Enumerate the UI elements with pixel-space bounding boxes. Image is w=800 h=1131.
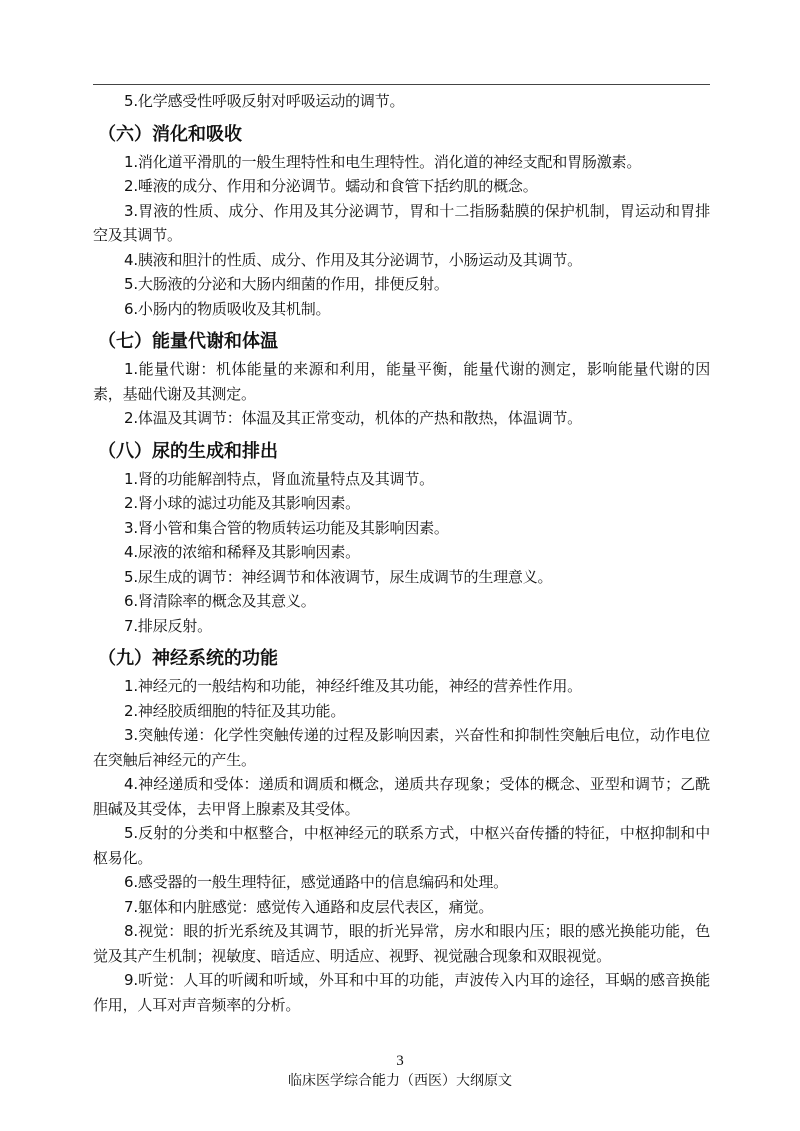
list-item: 1.肾的功能解剖特点，肾血流量特点及其调节。 — [124, 469, 434, 488]
section-heading: （六）消化和吸收 — [98, 123, 242, 145]
list-item: 1.神经元的一般结构和功能，神经纤维及其功能，神经的营养性作用。 — [124, 677, 582, 695]
page-number: 3 — [396, 1053, 404, 1069]
list-item: 9.听觉：人耳的听阈和听域，外耳和中耳的功能，声波传入内耳的途径，耳蜗的感音换能作用，人耳对声音频率的分析。 — [93, 971, 710, 1014]
header-rule — [93, 84, 710, 85]
list-item: 1.能量代谢：机体能量的来源和利用，能量平衡，能量代谢的测定，影响能量代谢的因素，基础代谢及其测定。 — [93, 360, 710, 403]
footer-title: 临床医学综合能力（西医）大纲原文 — [288, 1073, 512, 1089]
list-item: 2.神经胶质细胞的特征及其功能。 — [124, 701, 346, 720]
list-item: 5.化学感受性呼吸反射对呼吸运动的调节。 — [124, 92, 405, 110]
list-item: 2.唾液的成分、作用和分泌调节。蠕动和食管下括约肌的概念。 — [124, 177, 538, 195]
list-item: 6.小肠内的物质吸收及其机制。 — [124, 299, 331, 318]
list-item: 6.肾清除率的概念及其意义。 — [124, 592, 316, 610]
list-item: 8.视觉：眼的折光系统及其调节，眼的折光异常，房水和眼内压；眼的感光换能功能，色觉及其产生机制；视敏度、暗适应、明适应、视野、视觉融合现象和双眼视觉。 — [93, 922, 710, 965]
section-heading: （八）尿的生成和排出 — [98, 440, 278, 462]
section-energy-metabolism — [93, 329, 710, 431]
list-item: 2.肾小球的滤过功能及其影响因素。 — [124, 494, 360, 512]
list-item: 4.胰液和胆汁的性质、成分、作用及其分泌调节，小肠运动及其调节。 — [124, 250, 582, 269]
list-item: 7.躯体和内脏感觉：感觉传入通路和皮层代表区，痛觉。 — [124, 897, 494, 916]
list-item: 6.感受器的一般生理特征，感觉通路中的信息编码和处理。 — [124, 873, 508, 891]
list-item: 5.大肠液的分泌和大肠内细菌的作用，排便反射。 — [124, 275, 449, 293]
list-item: 3.肾小管和集合管的物质转运功能及其影响因素。 — [124, 518, 449, 537]
section-heading: （七）能量代谢和体温 — [98, 331, 278, 352]
section-digestion — [93, 122, 710, 322]
document-body — [93, 89, 710, 1017]
list-item: 4.神经递质和受体：递质和调质和概念，递质共存现象；受体的概念、亚型和调节；乙酰胆碱及其受体，去甲肾上腺素及其受体。 — [93, 775, 710, 818]
section-nervous-system — [93, 646, 710, 1017]
section-urine — [93, 439, 710, 639]
list-item: 5.尿生成的调节：神经调节和体液调节，尿生成调节的生理意义。 — [124, 567, 553, 586]
list-item: 5.反射的分类和中枢整合，中枢神经元的联系方式，中枢兴奋传播的特征，中枢抑制和中枢易化。 — [93, 824, 710, 867]
list-item: 2.体温及其调节：体温及其正常变动，机体的产热和散热，体温调节。 — [124, 409, 582, 427]
list-item: 1.消化道平滑肌的一般生理特性和电生理特性。消化道的神经支配和胃肠激素。 — [124, 152, 642, 171]
list-item: 4.尿液的浓缩和稀释及其影响因素。 — [124, 543, 360, 561]
list-item: 7.排尿反射。 — [124, 616, 212, 635]
section-heading: （九）神经系统的功能 — [98, 648, 278, 669]
list-item: 3.胃液的性质、成分、作用及其分泌调节，胃和十二指肠黏膜的保护机制，胃运动和胃排空及其调节。 — [93, 201, 710, 244]
list-item: 3.突触传递：化学性突触传递的过程及影响因素，兴奋性和抑制性突触后电位，动作电位在突触后神经元的产生。 — [93, 726, 710, 769]
